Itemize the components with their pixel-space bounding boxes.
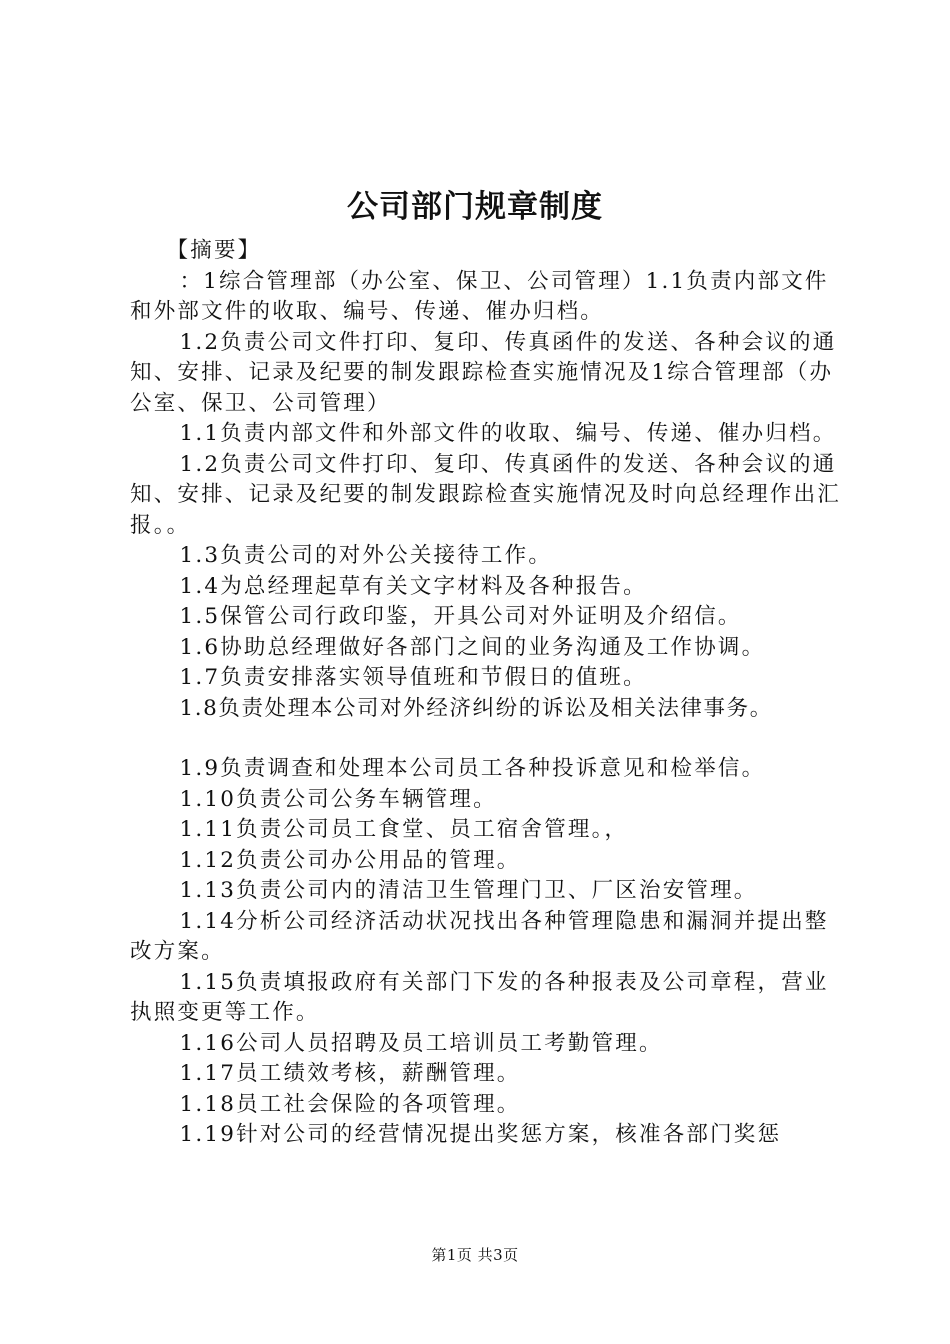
paragraph: 1.7负责安排落实领导值班和节假日的值班。 xyxy=(179,665,647,690)
paragraph: ：1综合管理部（办公室、保卫、公司管理）1.1负责内部文件和外部文件的收取、编号、传递、催办归档。 xyxy=(130,268,829,324)
paragraph: 1.1负责内部文件和外部文件的收取、编号、传递、催办归档。 xyxy=(179,421,837,446)
paragraph: 1.15负责填报政府有关部门下发的各种报表及公司章程，营业执照变更等工作。 xyxy=(130,969,829,1025)
paragraph: 1.17员工绩效考核，薪酬管理。 xyxy=(179,1061,521,1086)
paragraph: 1.16公司人员招聘及员工培训员工考勤管理。 xyxy=(179,1030,663,1056)
page-footer: 第1页 共3页 xyxy=(431,1246,519,1264)
paragraph: 1.14分析公司经济活动状况找出各种管理隐患和漏洞并提出整改方案。 xyxy=(130,908,829,964)
paragraph: 1.13负责公司内的清洁卫生管理门卫、厂区治安管理。 xyxy=(179,878,758,903)
paragraph: 1.5保管公司行政印鉴，开具公司对外证明及介绍信。 xyxy=(179,604,742,629)
document-body xyxy=(130,236,842,1151)
paragraph: 1.10负责公司公务车辆管理。 xyxy=(179,786,497,812)
paragraph: 1.12负责公司办公用品的管理。 xyxy=(179,847,521,873)
paragraph: 1.6协助总经理做好各部门之间的业务沟通及工作协调。 xyxy=(179,634,766,660)
paragraph: 1.2负责公司文件打印、复印、传真函件的发送、各种会议的通知、安排、记录及纪要的制发跟踪检查实施情况及1综合管理部（办公室、保卫、公司管理） xyxy=(130,329,837,416)
paragraph: 1.18员工社会保险的各项管理。 xyxy=(179,1091,521,1117)
page-title: 公司部门规章制度 xyxy=(347,189,603,225)
paragraph: 1.3负责公司的对外公关接待工作。 xyxy=(179,543,553,568)
paragraph: 1.11负责公司员工食堂、员工宿舍管理。， xyxy=(179,817,629,842)
abstract-heading: 【摘要】 xyxy=(166,238,262,263)
paragraph: 1.19针对公司的经营情况提出奖惩方案，核准各部门奖惩 xyxy=(179,1122,782,1147)
paragraph: 1.8负责处理本公司对外经济纠纷的诉讼及相关法律事务。 xyxy=(179,695,773,721)
paragraph: 1.4为总经理起草有关文字材料及各种报告。 xyxy=(179,573,647,599)
paragraph: 1.2负责公司文件打印、复印、传真函件的发送、各种会议的通知、安排、记录及纪要的制发跟踪检查实施情况及时向总经理作出汇报。。 xyxy=(130,451,842,538)
paragraph: 1.9负责调查和处理本公司员工各种投诉意见和检举信。 xyxy=(179,756,766,781)
